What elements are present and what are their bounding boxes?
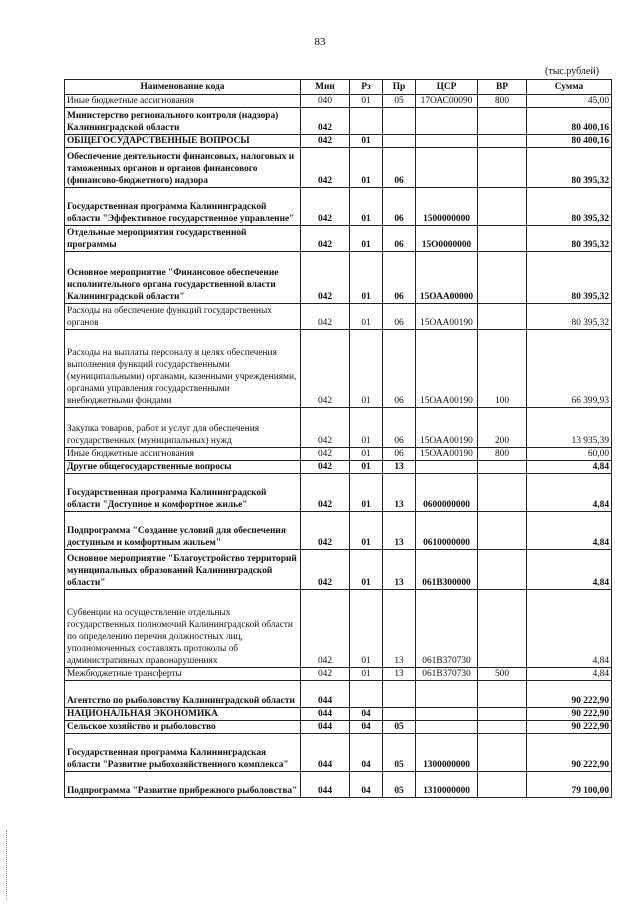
cell-name: Отдельные мероприятия государственной программы xyxy=(65,226,301,252)
cell-sum: 13 935,39 xyxy=(527,408,612,448)
cell-pr: 13 xyxy=(383,461,416,474)
cell-name: Государственная программа Калининградской области "Доступное и комфортное жилье" xyxy=(65,474,301,512)
cell-pr: 06 xyxy=(383,148,416,188)
cell-min: 042 xyxy=(301,135,350,148)
cell-csr: 15ОАА00000 xyxy=(416,252,478,304)
cell-pr: 05 xyxy=(383,772,416,798)
cell-name: Межбюджетные трансферты xyxy=(65,668,301,681)
cell-name: Субвенции на осуществление отдельных государственных полномочий Калининградской области по определению перечня должностных лиц, уполномоченных составлять протоколы об административных правонарушениях xyxy=(65,590,301,668)
cell-rz: 01 xyxy=(350,474,383,512)
cell-sum: 4,84 xyxy=(527,461,612,474)
cell-rz: 01 xyxy=(350,330,383,408)
cell-pr: 13 xyxy=(383,512,416,550)
cell-min: 042 xyxy=(301,148,350,188)
table-row xyxy=(65,95,612,108)
cell-rz xyxy=(350,108,383,135)
cell-csr: 17ОАС00090 xyxy=(416,95,478,108)
cell-rz: 01 xyxy=(350,408,383,448)
table-body xyxy=(65,95,612,798)
table-row xyxy=(65,461,612,474)
table-header-row xyxy=(65,80,612,95)
cell-vr: 100 xyxy=(478,330,527,408)
page-number: 83 xyxy=(314,36,326,48)
cell-vr xyxy=(478,135,527,148)
table-row xyxy=(65,550,612,590)
cell-rz: 01 xyxy=(350,550,383,590)
cell-sum: 90 222,90 xyxy=(527,721,612,734)
cell-sum: 80 395,32 xyxy=(527,226,612,252)
cell-rz: 01 xyxy=(350,512,383,550)
cell-csr xyxy=(416,108,478,135)
header-vr: ВР xyxy=(478,80,527,95)
cell-csr: 061В370730 xyxy=(416,590,478,668)
cell-vr xyxy=(478,188,527,226)
cell-vr xyxy=(478,304,527,330)
cell-rz: 04 xyxy=(350,772,383,798)
cell-pr xyxy=(383,681,416,708)
cell-csr xyxy=(416,708,478,721)
cell-name: Обеспечение деятельности финансовых, налоговых и таможенных органов и органов финансового (финансово-бюджетного) надзора xyxy=(65,148,301,188)
cell-vr xyxy=(478,734,527,772)
cell-sum: 80 400,16 xyxy=(527,108,612,135)
cell-sum: 4,84 xyxy=(527,590,612,668)
table-row xyxy=(65,188,612,226)
cell-rz: 01 xyxy=(350,448,383,461)
cell-name: Подпрограмма "Развитие прибрежного рыболовства" xyxy=(65,772,301,798)
cell-vr xyxy=(478,108,527,135)
cell-csr: 15ОАА00190 xyxy=(416,330,478,408)
cell-min: 042 xyxy=(301,512,350,550)
cell-csr: 15О0000000 xyxy=(416,226,478,252)
cell-vr xyxy=(478,590,527,668)
cell-sum: 79 100,00 xyxy=(527,772,612,798)
cell-csr xyxy=(416,148,478,188)
cell-rz: 01 xyxy=(350,252,383,304)
cell-sum: 90 222,90 xyxy=(527,708,612,721)
cell-rz: 01 xyxy=(350,226,383,252)
cell-min: 042 xyxy=(301,304,350,330)
table-row xyxy=(65,734,612,772)
cell-vr: 800 xyxy=(478,448,527,461)
table-row xyxy=(65,772,612,798)
cell-pr: 06 xyxy=(383,408,416,448)
cell-name: Закупка товаров, работ и услуг для обеспечения государственных (муниципальных) нужд xyxy=(65,408,301,448)
cell-min: 044 xyxy=(301,721,350,734)
cell-vr xyxy=(478,474,527,512)
cell-rz: 04 xyxy=(350,708,383,721)
table-row xyxy=(65,148,612,188)
cell-pr: 13 xyxy=(383,550,416,590)
cell-pr: 05 xyxy=(383,734,416,772)
cell-min: 042 xyxy=(301,226,350,252)
cell-pr: 06 xyxy=(383,330,416,408)
cell-csr: 061В300000 xyxy=(416,550,478,590)
cell-min: 042 xyxy=(301,668,350,681)
cell-rz: 01 xyxy=(350,668,383,681)
cell-min: 042 xyxy=(301,108,350,135)
cell-csr: 1300000000 xyxy=(416,734,478,772)
cell-csr xyxy=(416,135,478,148)
cell-sum: 4,84 xyxy=(527,474,612,512)
cell-vr xyxy=(478,721,527,734)
cell-vr: 500 xyxy=(478,668,527,681)
cell-min: 044 xyxy=(301,734,350,772)
cell-csr xyxy=(416,721,478,734)
cell-csr: 0600000000 xyxy=(416,474,478,512)
cell-min: 042 xyxy=(301,408,350,448)
cell-sum: 90 222,90 xyxy=(527,734,612,772)
table-row xyxy=(65,474,612,512)
scan-margin-mark xyxy=(6,830,8,900)
cell-min: 040 xyxy=(301,95,350,108)
cell-name: Расходы на обеспечение функций государственных органов xyxy=(65,304,301,330)
cell-name: Сельское хозяйство и рыболовство xyxy=(65,721,301,734)
table-row xyxy=(65,590,612,668)
table-row xyxy=(65,252,612,304)
cell-rz: 04 xyxy=(350,734,383,772)
cell-rz: 01 xyxy=(350,135,383,148)
cell-sum: 66 399,93 xyxy=(527,330,612,408)
cell-csr xyxy=(416,461,478,474)
cell-sum: 60,00 xyxy=(527,448,612,461)
cell-min: 042 xyxy=(301,474,350,512)
cell-rz: 04 xyxy=(350,721,383,734)
cell-pr: 05 xyxy=(383,95,416,108)
table-row xyxy=(65,226,612,252)
cell-vr xyxy=(478,550,527,590)
units-label: (тыс.рублей) xyxy=(545,66,600,77)
cell-name: Другие общегосударственные вопросы xyxy=(65,461,301,474)
cell-min: 042 xyxy=(301,461,350,474)
cell-name: Министерство регионального контроля (надзора) Калининградской области xyxy=(65,108,301,135)
cell-vr xyxy=(478,708,527,721)
cell-pr xyxy=(383,108,416,135)
cell-min: 042 xyxy=(301,252,350,304)
cell-min: 044 xyxy=(301,681,350,708)
cell-rz: 01 xyxy=(350,461,383,474)
cell-min: 042 xyxy=(301,330,350,408)
cell-min: 042 xyxy=(301,590,350,668)
cell-pr: 13 xyxy=(383,474,416,512)
cell-csr: 061В370730 xyxy=(416,668,478,681)
cell-name: Государственная программа Калининградская области "Развитие рыбохозяйственного комплекса" xyxy=(65,734,301,772)
header-rz: Рз xyxy=(350,80,383,95)
cell-rz: 01 xyxy=(350,590,383,668)
table-row xyxy=(65,708,612,721)
cell-sum: 80 400,16 xyxy=(527,135,612,148)
cell-name: Основное мероприятие "Финансовое обеспечение исполнительного органа государственной власти Калининградской области" xyxy=(65,252,301,304)
cell-name: Расходы на выплаты персоналу в целях обеспечения выполнения функций государственными (муниципальными) органами, казенными учреждениями, органами управления государственными внебюджетными фондами xyxy=(65,330,301,408)
cell-sum: 90 222,90 xyxy=(527,681,612,708)
cell-pr: 06 xyxy=(383,188,416,226)
cell-name: Подпрограмма "Создание условий для обеспечения доступным и комфортным жильем" xyxy=(65,512,301,550)
cell-rz xyxy=(350,681,383,708)
table-row xyxy=(65,135,612,148)
cell-sum: 80 395,32 xyxy=(527,148,612,188)
cell-sum: 80 395,32 xyxy=(527,188,612,226)
cell-csr: 15ОАА00190 xyxy=(416,448,478,461)
cell-name: НАЦИОНАЛЬНАЯ ЭКОНОМИКА xyxy=(65,708,301,721)
table-row xyxy=(65,108,612,135)
cell-csr: 15ОАА00190 xyxy=(416,304,478,330)
cell-sum: 45,00 xyxy=(527,95,612,108)
cell-csr: 15ОАА00190 xyxy=(416,408,478,448)
header-min: Мин xyxy=(301,80,350,95)
cell-name: Иные бюджетные ассигнования xyxy=(65,95,301,108)
cell-sum: 4,84 xyxy=(527,668,612,681)
cell-vr xyxy=(478,252,527,304)
cell-csr: 1310000000 xyxy=(416,772,478,798)
budget-table xyxy=(64,79,612,798)
cell-rz: 01 xyxy=(350,188,383,226)
cell-vr: 800 xyxy=(478,95,527,108)
cell-sum: 80 395,32 xyxy=(527,304,612,330)
cell-pr: 06 xyxy=(383,304,416,330)
table-row xyxy=(65,512,612,550)
cell-sum: 4,84 xyxy=(527,550,612,590)
cell-csr: 1500000000 xyxy=(416,188,478,226)
header-csr: ЦСР xyxy=(416,80,478,95)
cell-vr xyxy=(478,461,527,474)
cell-pr: 06 xyxy=(383,226,416,252)
table-row xyxy=(65,721,612,734)
cell-rz: 01 xyxy=(350,95,383,108)
cell-vr xyxy=(478,226,527,252)
cell-pr: 13 xyxy=(383,590,416,668)
cell-pr xyxy=(383,135,416,148)
cell-pr xyxy=(383,708,416,721)
cell-name: ОБЩЕГОСУДАРСТВЕННЫЕ ВОПРОСЫ xyxy=(65,135,301,148)
cell-min: 042 xyxy=(301,448,350,461)
cell-name: Государственная программа Калининградской области "Эффективное государственное управление" xyxy=(65,188,301,226)
table-row xyxy=(65,668,612,681)
cell-min: 044 xyxy=(301,772,350,798)
cell-min: 042 xyxy=(301,550,350,590)
table-row xyxy=(65,330,612,408)
table-row xyxy=(65,681,612,708)
header-pr: Пр xyxy=(383,80,416,95)
cell-vr: 200 xyxy=(478,408,527,448)
cell-vr xyxy=(478,148,527,188)
cell-vr xyxy=(478,772,527,798)
cell-pr: 06 xyxy=(383,448,416,461)
table-row xyxy=(65,304,612,330)
cell-min: 042 xyxy=(301,188,350,226)
cell-pr: 06 xyxy=(383,252,416,304)
cell-pr: 05 xyxy=(383,721,416,734)
cell-vr xyxy=(478,681,527,708)
cell-pr: 13 xyxy=(383,668,416,681)
cell-csr: 0610000000 xyxy=(416,512,478,550)
table-row xyxy=(65,408,612,448)
table-row xyxy=(65,448,612,461)
cell-name: Агентство по рыболовству Калининградской области xyxy=(65,681,301,708)
cell-name: Иные бюджетные ассигнования xyxy=(65,448,301,461)
cell-sum: 80 395,32 xyxy=(527,252,612,304)
cell-rz: 01 xyxy=(350,304,383,330)
cell-sum: 4,84 xyxy=(527,512,612,550)
cell-csr xyxy=(416,681,478,708)
cell-rz: 01 xyxy=(350,148,383,188)
header-name: Наименование кода xyxy=(65,80,301,95)
cell-vr xyxy=(478,512,527,550)
header-sum: Сумма xyxy=(527,80,612,95)
cell-name: Основное мероприятие "Благоустройство территорий муниципальных образований Калининградской области" xyxy=(65,550,301,590)
cell-min: 044 xyxy=(301,708,350,721)
